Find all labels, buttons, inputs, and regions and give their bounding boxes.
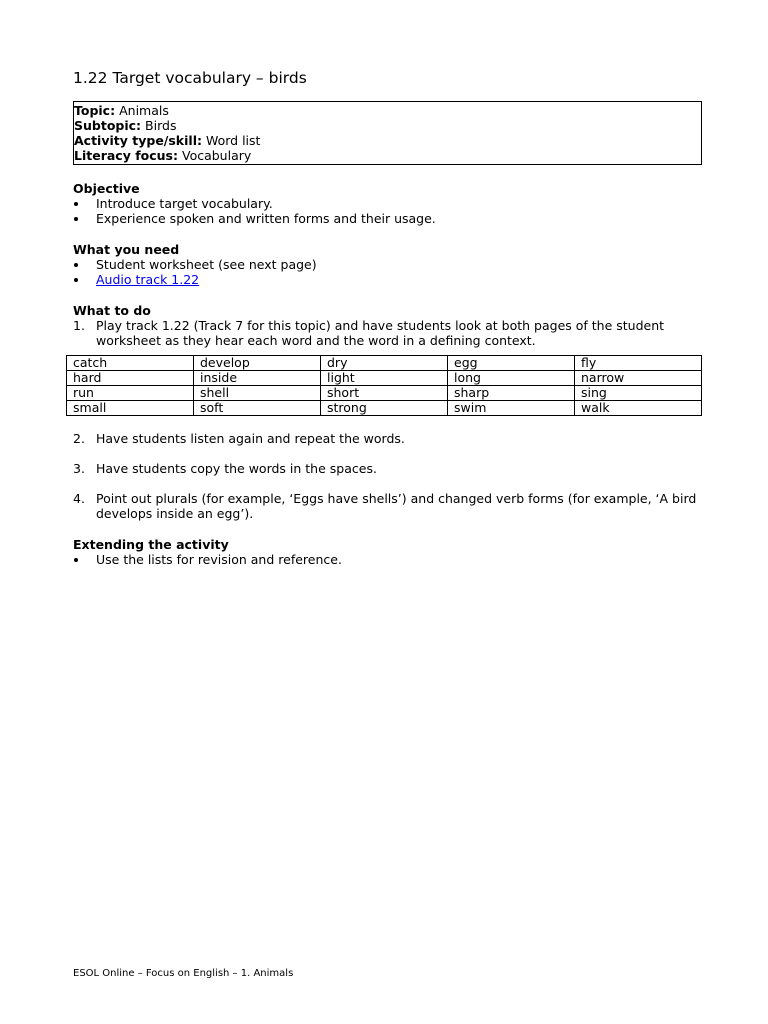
word-cell: sing [575, 386, 702, 401]
subtopic-row: Subtopic: Birds [74, 118, 177, 133]
step-2: 2. Have students listen again and repeat the words. [73, 431, 405, 446]
todo-heading: What to do [73, 303, 151, 318]
word-cell: short [321, 386, 448, 401]
word-cell: small [67, 401, 194, 416]
vocabulary-table [66, 355, 702, 416]
word-cell: run [67, 386, 194, 401]
topic-row: Topic: Animals [74, 103, 169, 118]
extending-heading: Extending the activity [73, 537, 229, 552]
document-page [73, 68, 703, 567]
step-1: 1. Play track 1.22 (Track 7 for this topic) and have students look at both pages of the student worksheet as they hear each word and the word in a defining context. [73, 318, 665, 348]
word-cell: fly [575, 356, 702, 371]
need-item: Student worksheet (see next page) [73, 257, 703, 272]
need-section [73, 242, 703, 287]
need-heading: What you need [73, 242, 180, 257]
word-cell: dry [321, 356, 448, 371]
word-cell: shell [194, 386, 321, 401]
word-cell: inside [194, 371, 321, 386]
objective-section [73, 181, 703, 226]
activity-row: Activity type/skill: Word list [74, 133, 261, 148]
word-cell: soft [194, 401, 321, 416]
word-cell: sharp [448, 386, 575, 401]
extending-item: Use the lists for revision and reference. [73, 552, 703, 567]
objective-item: Experience spoken and written forms and their usage. [73, 211, 703, 226]
word-cell: swim [448, 401, 575, 416]
need-item-audio [73, 272, 703, 287]
literacy-row: Literacy focus: Vocabulary [74, 148, 252, 163]
table-row [67, 371, 702, 386]
audio-track-link[interactable]: Audio track 1.22 [96, 272, 200, 287]
objective-heading: Objective [73, 181, 140, 196]
table-row [67, 356, 702, 371]
todo-section [73, 303, 703, 521]
extending-section [73, 537, 703, 567]
step-3: 3. Have students copy the words in the spaces. [73, 461, 377, 476]
info-box [73, 101, 702, 165]
word-cell: walk [575, 401, 702, 416]
page-footer: ESOL Online – Focus on English – 1. Animals [73, 968, 294, 979]
table-row [67, 386, 702, 401]
word-cell: hard [67, 371, 194, 386]
word-cell: egg [448, 356, 575, 371]
page-title: 1.22 Target vocabulary – birds [73, 69, 307, 87]
word-cell: narrow [575, 371, 702, 386]
word-cell: catch [67, 356, 194, 371]
word-cell: long [448, 371, 575, 386]
objective-item: Introduce target vocabulary. [73, 196, 703, 211]
word-cell: light [321, 371, 448, 386]
table-row [67, 401, 702, 416]
step-4: 4. Point out plurals (for example, ‘Eggs have shells’) and changed verb forms (for example, ‘A bird develops inside an egg’). [73, 491, 697, 521]
word-cell: strong [321, 401, 448, 416]
word-cell: develop [194, 356, 321, 371]
